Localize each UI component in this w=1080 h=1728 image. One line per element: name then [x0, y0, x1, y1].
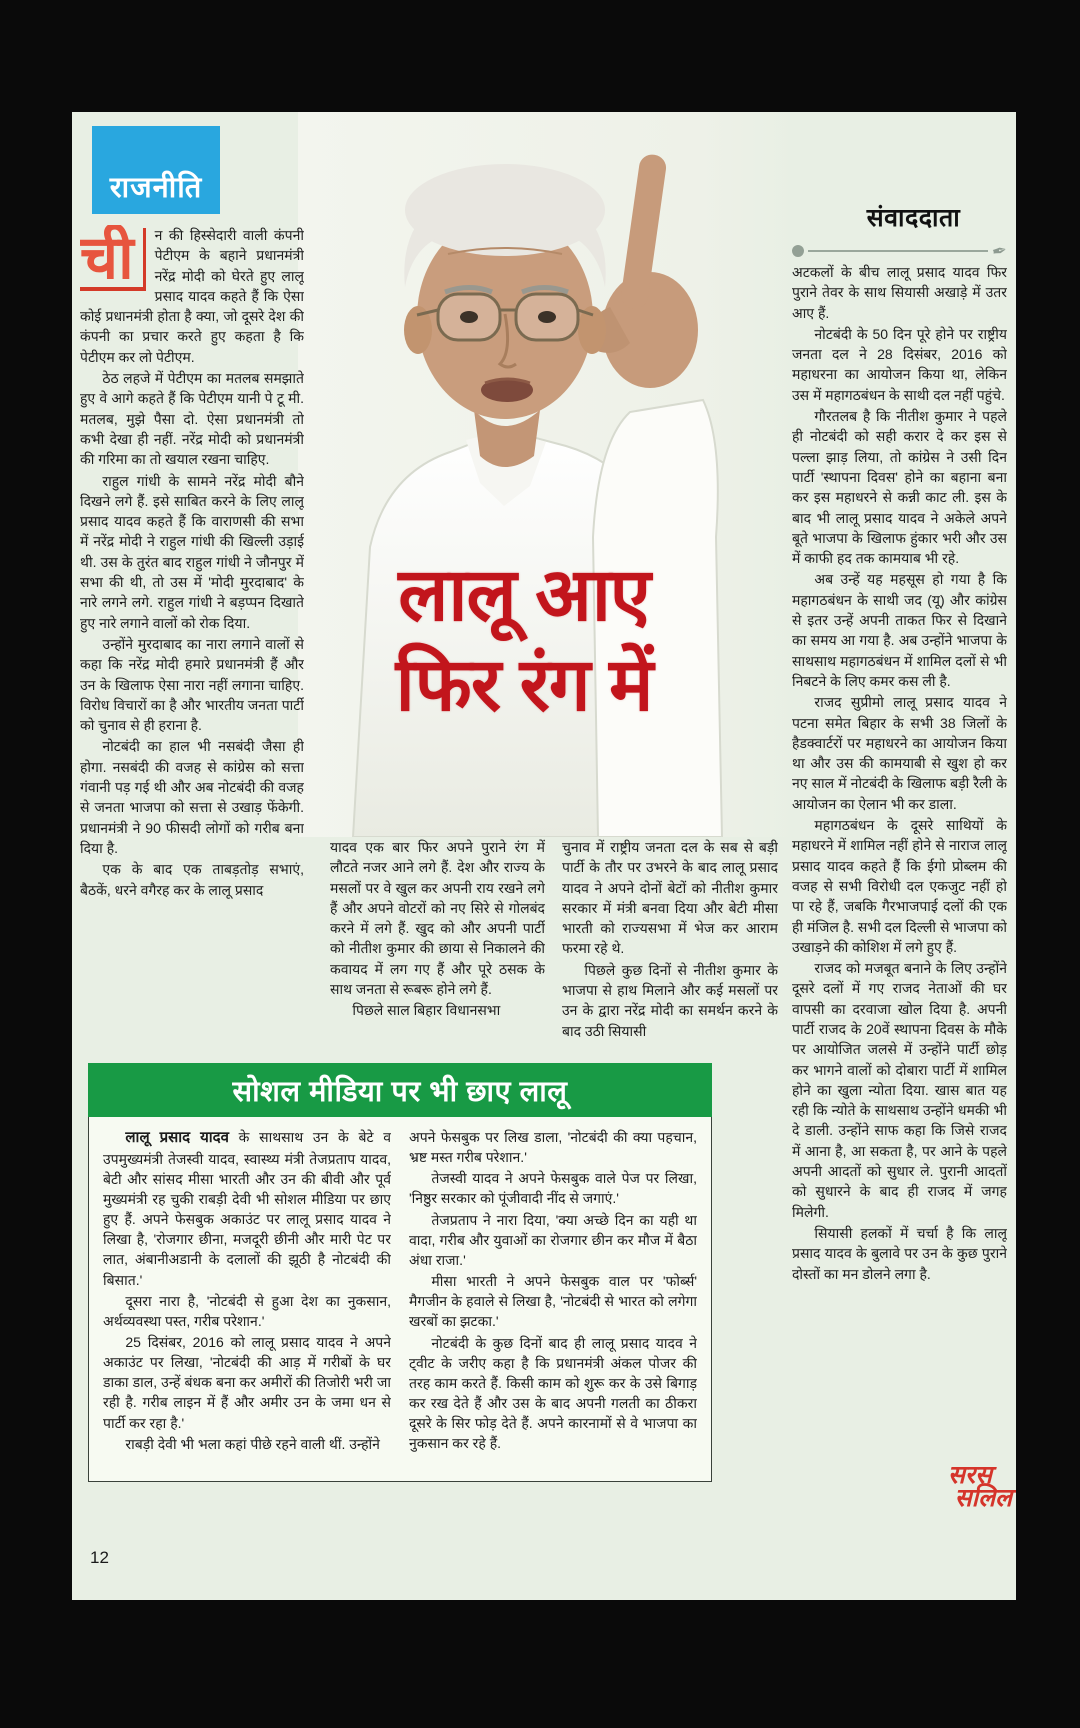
article-headline — [300, 550, 748, 731]
sidebar-box-body — [89, 1117, 711, 1478]
body-paragraph: एक के बाद एक ताबड़तोड़ सभाएं, बैठकें, धरने वगैरह कर के लालू प्रसाद — [80, 861, 304, 898]
body-paragraph: चुनाव में राष्ट्रीय जनता दल के सब से बड़ी पार्टी के तौर पर उभरने के बाद लालू प्रसाद यादव ने अपने दोनों बेटों को नीतीश कुमार सरकार में मंत्री बनवा दिया और बेटी मीसा भारती को राज्यसभा में भेज कर आराम फरमा रहे थे. — [562, 839, 778, 957]
lead-paragraph-text: के साथसाथ उन के बेटे व उपमुख्यमंत्री तेजस्वी यादव, स्वास्थ्य मंत्री तेजप्रताप यादव, बेटी और सांसद मीसा भारती और उन की बीवी और पूर्व मुख्यमंत्री रह चुकी राबड़ी देवी भी सोशल मीडिया पर छाए हुए हैं. अपने फेसबुक अकाउंट पर लालू प्रसाद यादव ने लिखा है, 'रोजगार छीना, मजदूरी छीनी और मारी पेट पर लात, अंबानीअडानी के दलालों की झूठी है नोटबंदी की बिसात.' — [103, 1129, 391, 1288]
body-paragraph: 25 दिसंबर, 2016 को लालू प्रसाद यादव ने अपने अकाउंट पर लिखा, 'नोटबंदी की आड़ में गरीबों के घर डाका डाल, उन्हें बंधक बना कर अमीरों की तिजोरी भरी जा रही है. गरीब लाइन में हैं और अमीर उन के जमा धन से पार्टी कर रहा है.' — [103, 1334, 391, 1431]
sidebar-box-title: सोशल मीडिया पर भी छाए लालू — [232, 1075, 568, 1108]
scan-frame-top — [0, 0, 1080, 112]
body-paragraph: मीसा भारती ने अपने फेसबुक वाल पर 'फोर्ब्स' मैगजीन के हवाले से लिखा है, 'नोटबंदी से भारत को लगेगा खरबों का झटका.' — [409, 1273, 697, 1330]
body-paragraph: सियासी हलकों में चर्चा है कि लालू प्रसाद यादव के बुलावे पर उन के कुछ पुराने दोस्तों का मन डोलने लगा है. — [792, 1224, 1007, 1282]
body-paragraph: राजद को मजबूत बनाने के लिए उन्होंने दूसरे दलों में गए राजद नेताओं की घर वापसी का दरवाजा खोल दिया है. अपनी पार्टी राजद के 20वें स्थापना दिवस के मौके पर आयोजित जलसे में उन्होंने पार्टी छोड़ कर भागने वालों को दोबारा पार्टी में शामिल होने का खुला न्योता दिया. खास बात यह रही कि न्योते के साथसाथ उन्होंने धमकी भी दे डाली. उन्होंने साफ कहा कि जिसे राजद में आना है, आ सकता है, पर आने के पहले अपनी आदतों को सुधार ले. पुरानी आदतों को सुधारने के बाद ही राजद में जगह मिलेगी. — [792, 960, 1007, 1220]
magazine-logo — [932, 1461, 1012, 1512]
page-number: 12 — [90, 1548, 109, 1567]
body-paragraph: दूसरा नारा है, 'नोटबंदी से हुआ देश का नुकसान, अर्थव्यवस्था पस्त, गरीब परेशान.' — [103, 1292, 391, 1329]
body-paragraph: अटकलों के बीच लालू प्रसाद यादव फिर पुराने तेवर के साथ सियासी अखाड़े में उतर आए हैं. — [792, 264, 1007, 321]
scan-frame-right — [1016, 0, 1080, 1728]
sidebar-box-column-right — [409, 1127, 697, 1468]
bullet-dot-icon — [792, 245, 804, 257]
body-column-4 — [792, 262, 1007, 1504]
sidebar-box-column-left — [103, 1127, 391, 1468]
body-paragraph — [103, 1127, 391, 1290]
byline-label: संवाददाता — [866, 204, 961, 232]
magazine-logo-line-1: सरस — [947, 1461, 992, 1489]
body-column-2 — [330, 837, 545, 1051]
body-paragraph: अब उन्हें यह महसूस हो गया है कि महागठबंधन के साथी जद (यू) और कांग्रेस से इतर उन्हें अपनी ताकत फिर से दिखाने का समय आ गया है. अब उन्होंने भाजपा के साथसाथ महागठबंधन में शामिल दलों से भी निबटने के लिए कमर कस ली है. — [792, 571, 1007, 689]
body-paragraph: यादव एक बार फिर अपने पुराने रंग में लौटते नजर आने लगे हैं. देश और राज्य के मसलों पर वे खुल कर अपनी राय रखने लगे हैं और अपने वोटरों को नए सिरे से गोलबंद करने में लगे हैं. खुद को और अपनी पार्टी को नीतीश कुमार की छाया से निकालने की कवायद में लग गए हैं और पूरे ठसक के साथ जनता से रूबरू होने लगे हैं. — [330, 839, 545, 998]
headline-line-2: फिर रंग में — [395, 643, 653, 727]
byline-rule — [792, 239, 1009, 263]
body-paragraph: राजद सुप्रीमो लालू प्रसाद यादव ने पटना समेत बिहार के सभी 38 जिलों के हैडक्वार्टरों पर महाधरने का आयोजन किया था और उस की कामयाबी से खुश हो कर नए साल में नोटबंदी के खिलाफ बड़ी रैली के आयोजन का ऐलान भी कर डाला. — [792, 694, 1007, 812]
body-paragraph: ठेठ लहजे में पेटीएम का मतलब समझाते हुए वे आगे कहते हैं कि पेटीएम यानी पे टू मी. मतलब, मुझे पैसा दो. ऐसा प्रधानमंत्री तो कभी देखा ही नहीं. नरेंद्र मोदी को प्रधानमंत्री की गरिमा का तो खयाल रखना चाहिए. — [80, 370, 304, 468]
body-paragraph: महागठबंधन के दूसरे साथियों के महाधरने में शामिल नहीं होने से नाराज लालू प्रसाद यादव कहते हैं कि ईगो प्रोब्लम की वजह से सभी विरोधी दल एकजुट नहीं हो पा रहे हैं, जबकि गैरभाजपाई दलों की एक ही मंजिल है. सभी दल दिल्ली से भाजपा को उखाड़ने की कोशिश में लगे हुए हैं. — [792, 817, 1007, 955]
body-paragraph: तेजस्वी यादव ने अपने फेसबुक वाले पेज पर लिखा, 'निष्ठुर सरकार को पूंजीवादी नींद से जगाएं.' — [409, 1170, 697, 1207]
page-content — [72, 112, 1016, 1600]
scan-frame-bottom — [0, 1600, 1080, 1728]
body-paragraph: नोटबंदी के 50 दिन पूरे होने पर राष्ट्रीय जनता दल ने 28 दिसंबर, 2016 को महाधरना का आयोजन किया था, लेकिन उस में महागठबंधन के साथी दल नहीं पहुंचे. — [792, 325, 1007, 403]
body-paragraph: नोटबंदी के कुछ दिनों बाद ही लालू प्रसाद यादव ने ट्वीट के जरीए कहा है कि प्रधानमंत्री अंकल पोजर की तरह काम करते हैं. किसी काम को शुरू कर के उसे बिगाड़ कर रख देते हैं और उस के बाद अपनी गलती का ठीकरा दूसरे के सिर फोड़ देते हैं. अपने कारनामों से वे भाजपा का नुकसान कर रहे हैं. — [409, 1334, 697, 1452]
body-paragraph: अपने फेसबुक पर लिख डाला, 'नोटबंदी की क्या पहचान, भ्रष्ट मस्त गरीब परेशान.' — [409, 1129, 697, 1166]
section-tag-label: राजनीति — [109, 172, 203, 204]
body-column-3 — [562, 837, 778, 1051]
body-paragraph: तेजप्रताप ने नारा दिया, 'क्या अच्छे दिन का यही था वादा, गरीब और युवाओं का रोजगार छीन कर मौज में बैठा अंधा राजा.' — [409, 1211, 697, 1268]
quill-pen-icon: ✒ — [989, 239, 1009, 263]
drop-cap: ची — [80, 228, 146, 291]
body-paragraph: नोटबंदी का हाल भी नसबंदी जैसा ही होगा. नसबंदी की वजह से कांग्रेस को सत्ता गंवानी पड़ गई थी और अब नोटबंदी की वजह से जनता भाजपा को सत्ता से उखाड़ फेंकेगी. प्रधानमंत्री ने 90 फीसदी लोगों को गरीब बना दिया है. — [80, 738, 304, 856]
divider-line — [808, 250, 988, 252]
body-paragraph: उन्होंने मुरदाबाद का नारा लगाने वालों से कहा कि नरेंद्र मोदी हमारे प्रधानमंत्री हैं और उन के खिलाफ ऐसा नारा नहीं लगाना चाहिए. विरोध विचारों का है और भारतीय जनता पार्टी को चुनाव से ही हराना है. — [80, 635, 304, 734]
headline-line-1: लालू आए — [398, 553, 650, 636]
social-media-sidebar-box — [88, 1063, 712, 1482]
body-paragraph: गौरतलब है कि नीतीश कुमार ने पहले ही नोटबंदी को सही करार दे कर इस से पल्ला झाड़ लिया, तो कांग्रेस ने उसी दिन पार्टी 'स्थापना दिवस' होने का बहाना बना कर इस महाधरने से कन्नी काट ली. इस के बाद भी लालू प्रसाद यादव ने अकेले अपने बूते भाजपा के खिलाफ हुंकार भरी और उस में काफी हद तक कामयाब भी रहे. — [792, 408, 1007, 567]
lead-name-bold: लालू प्रसाद यादव — [125, 1129, 229, 1146]
byline-block — [792, 200, 1009, 263]
body-paragraph: न की हिस्सेदारी वाली कंपनी पेटीएम के बहाने प्रधानमंत्री नरेंद्र मोदी को घेरते हुए लालू प्रसाद यादव कहते हैं कि ऐसा कोई प्रधानमंत्री होता है क्या, जो दूसरे देश की कंपनी का प्रचार करते हुए कहता है कि पेटीएम कर लो पेटीएम. — [80, 227, 304, 365]
body-paragraph: राबड़ी देवी भी भला कहां पीछे रहने वाली थीं. उन्होंने — [125, 1435, 380, 1452]
section-tag — [92, 126, 220, 214]
sidebar-box-header — [88, 1063, 712, 1117]
body-paragraph: राहुल गांधी के सामने नरेंद्र मोदी बौने दिखने लगे हैं. इसे साबित करने के लिए लालू प्रसाद यादव कहते हैं कि वाराणसी की सभा में नरेंद्र मोदी ने राहुल गांधी की खिल्ली उड़ाई थी. उस के तुरंत बाद राहुल गांधी ने जौनपुर में सभा की थी, तो उस में 'मोदी मुरदाबाद' के नारे लगने लगे. राहुल गांधी ने बड़प्पन दिखाते हुए नारे लगाने वालों को रोक दिया. — [80, 472, 304, 631]
body-paragraph: पिछले कुछ दिनों से नीतीश कुमार के भाजपा से हाथ मिलाने और कई मसलों पर उन के द्वारा नरेंद्र मोदी का समर्थन करने के बाद उठी सियासी — [562, 961, 778, 1039]
scan-frame-left — [0, 0, 72, 1728]
magazine-logo-line-2: सलिल — [954, 1484, 1012, 1512]
body-paragraph: पिछले साल बिहार विधानसभा — [352, 1002, 501, 1019]
body-column-1 — [80, 225, 304, 1051]
